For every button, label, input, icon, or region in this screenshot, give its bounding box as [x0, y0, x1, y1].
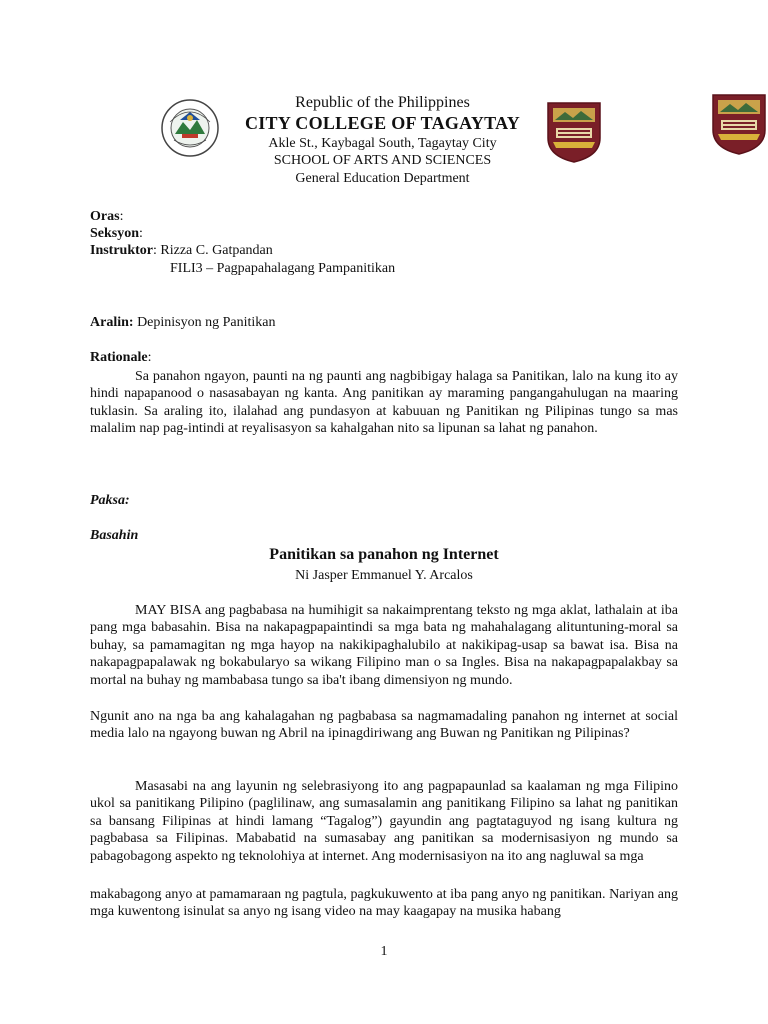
instruktor-field: Instruktor: Rizza C. Gatpandan — [90, 243, 273, 258]
oras-field: Oras: — [90, 209, 124, 224]
article-paragraph-2 — [90, 708, 678, 743]
paksa-heading: Paksa: — [90, 493, 130, 508]
rationale-heading: Rationale: — [90, 350, 152, 365]
college-crest-icon — [710, 92, 768, 156]
instruktor-value: Rizza C. Gatpandan — [160, 243, 273, 258]
college-address: Akle St., Kaybagal South, Tagaytay City — [268, 136, 497, 151]
aralin-field — [90, 314, 276, 331]
college-crest-icon — [545, 100, 603, 164]
aralin-label: Aralin: — [90, 315, 134, 330]
basahin-heading: Basahin — [90, 528, 139, 543]
article-paragraph-3 — [90, 778, 678, 865]
article-byline: Ni Jasper Emmanuel Y. Arcalos — [295, 568, 473, 583]
page-number: 1 — [380, 944, 388, 959]
republic-heading: Republic of the Philippines — [295, 94, 470, 111]
instruktor-label: Instruktor — [90, 243, 154, 258]
article-text-1: MAY BISA ang pagbabasa na humihigit sa nakaimprentang teksto ng mga aklat, lathalain at iba pang mga babasahin. Bisa na nakapagpapaintindi sa mga bata ng mahahalagang alituntuning-moral sa buhay, sa pamamagitan ng mga hayop na nakikipaghalubilo at nakikipag-usap sa bawat isa. Bisa na nakapagpapalawak ng bokabularyo sa wikang Filipino man o sa Ingles. Bisa na nakapagpapalakbay sa mortal na buhay ng mambabasa tungo sa iba't ibang dimensiyon ng mundo. — [90, 603, 678, 688]
aralin-value: Depinisyon ng Panitikan — [137, 315, 276, 330]
seksyon-field: Seksyon: — [90, 226, 143, 241]
article-text-3: Masasabi na ang layunin ng selebrasiyong ito ang pagpapaunlad sa kaalaman ng mga Filipino ukol sa panitikang Pilipino (paglilinaw, ang sumasalamin ang panitikang Filipino sa lahat ng panitikan sa bansang Filipinas at hindi lamang “Tagalog”) gayundin ang pagtataguyod ng isang kultura ng pagbabasa sa Filipinas. Mababatid na sumasabay ang panitikan sa modernisasiyon ng mundo sa pabagobagong aspekto ng teknolohiya at internet. Ang modernisasiyon na ito ang nagluwal sa mga — [90, 779, 678, 864]
rationale-paragraph — [90, 368, 678, 438]
article-text-4: makabagong anyo at pamamaraan ng pagtula, pagkukuwento at iba pang anyo ng panitikan. Nariyan ang mga kuwentong isinulat sa anyo ng isang video na may kaagapay na musika habang — [90, 887, 678, 920]
rationale-text: Sa panahon ngayon, paunti na ng paunti ang nagbibigay halaga sa Panitikan, lalo na kung ito ay hindi napapanood o nasasabayan ng kanta. Ang panitikan ay maraming pangangahulugan na maaring tuklasin. Sa araling ito, ilalahad ang pundasyon at kabuuan ng Panitikan ng Pilipinas tungo sa mas malalim nap pag-intindi at reyalisasyon sa kahalgahan nito sa lipunan sa lahat ng panahon. — [90, 369, 678, 437]
college-name: CITY COLLEGE OF TAGAYTAY — [244, 113, 521, 133]
article-title: Panitikan sa panahon ng Internet — [269, 546, 499, 563]
course-title: FILI3 – Pagpapahalagang Pampanitikan — [170, 261, 396, 276]
department-name: General Education Department — [295, 171, 470, 186]
rationale-label: Rationale — [90, 350, 148, 365]
article-paragraph-4 — [90, 886, 678, 921]
article-text-2: Ngunit ano na nga ba ang kahalagahan ng pagbabasa sa nagmamadaling panahon ng internet at social media lalo na ngayong buwan ng Abril na ipinagdiriwang ang Buwan ng Panitikan ng Pilipinas? — [90, 709, 678, 742]
oras-label: Oras — [90, 209, 120, 224]
tagaytay-city-seal-icon — [160, 98, 220, 158]
seksyon-label: Seksyon — [90, 226, 140, 241]
article-paragraph-1 — [90, 602, 678, 689]
school-name: SCHOOL OF ARTS AND SCIENCES — [273, 153, 492, 168]
